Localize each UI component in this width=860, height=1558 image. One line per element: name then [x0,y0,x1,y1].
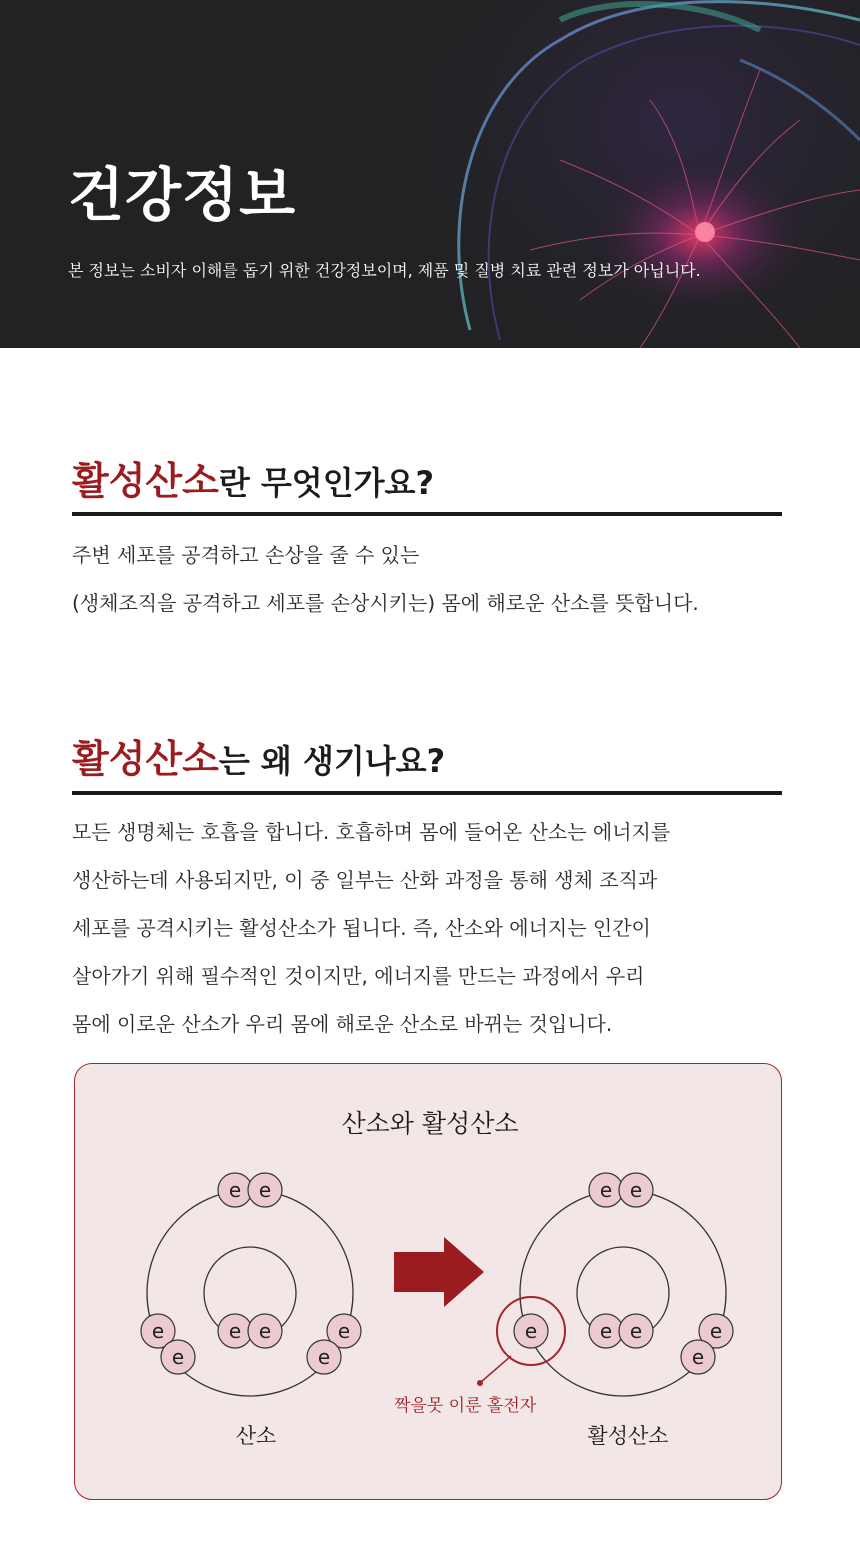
section2-heading-accent: 활성산소 [72,737,219,781]
electron-label: e [228,1319,242,1343]
electron-label: e [317,1345,331,1369]
unpaired-electron-label: 짝을못 이룬 홀전자 [394,1396,537,1416]
transform-arrow-icon [394,1237,484,1307]
section1-heading [72,450,434,505]
section2-line: 세포를 공격시키는 활성산소가 됩니다. 즉, 산소와 에너지는 인간이 [72,916,651,940]
section2-heading-rest: 는 왜 생기나요? [218,742,446,780]
callout-leader-line [481,1356,511,1382]
electron-label: e [629,1178,643,1202]
section1-line: 주변 세포를 공격하고 손상을 줄 수 있는 [72,543,420,567]
oxygen-vs-radical-diagram [0,1063,860,1500]
section1-paragraph [72,531,699,627]
section2-divider [72,791,782,795]
electron-label: e [171,1345,185,1369]
electron-label: e [228,1178,242,1202]
electron-label: e [709,1319,723,1343]
electron-label: e [599,1319,613,1343]
page-subtitle: 본 정보는 소비자 이해를 돕기 위한 건강정보이며, 제품 및 질병 치료 관련 정보가 아닙니다. [68,261,701,280]
electron-label: e [151,1319,165,1343]
page-title: 건강정보 [68,161,297,229]
oxygen-caption: 산소 [235,1424,277,1448]
section2-line: 몸에 이로운 산소가 우리 몸에 해로운 산소로 바뀌는 것입니다. [72,1012,613,1036]
radical-caption: 활성산소 [587,1424,669,1448]
hero-banner [0,0,860,348]
diagram-title: 산소와 활성산소 [341,1109,519,1138]
section2-line: 모든 생명체는 호흡을 합니다. 호흡하며 몸에 들어온 산소는 에너지를 [72,820,671,844]
section2-line: 생산하는데 사용되지만, 이 중 일부는 산화 과정을 통해 생체 조직과 [72,868,658,892]
electron-label: e [629,1319,643,1343]
section1-heading-accent: 활성산소 [72,459,219,503]
section2-line: 살아가기 위해 필수적인 것이지만, 에너지를 만드는 과정에서 우리 [72,964,645,988]
section1-divider [72,512,782,516]
electron-label: e [599,1178,613,1202]
callout-dot [477,1380,483,1386]
electron-label: e [258,1178,272,1202]
section2-heading [72,728,445,783]
section2-paragraph [72,808,670,1048]
electron-label: e [258,1319,272,1343]
section1-line: (생체조직을 공격하고 세포를 손상시키는) 몸에 해로운 산소를 뜻합니다. [72,591,699,615]
electron-label: e [524,1319,538,1343]
section1-heading-rest: 란 무엇인가요? [218,464,435,502]
electron-label: e [337,1319,351,1343]
electron-label: e [691,1345,705,1369]
